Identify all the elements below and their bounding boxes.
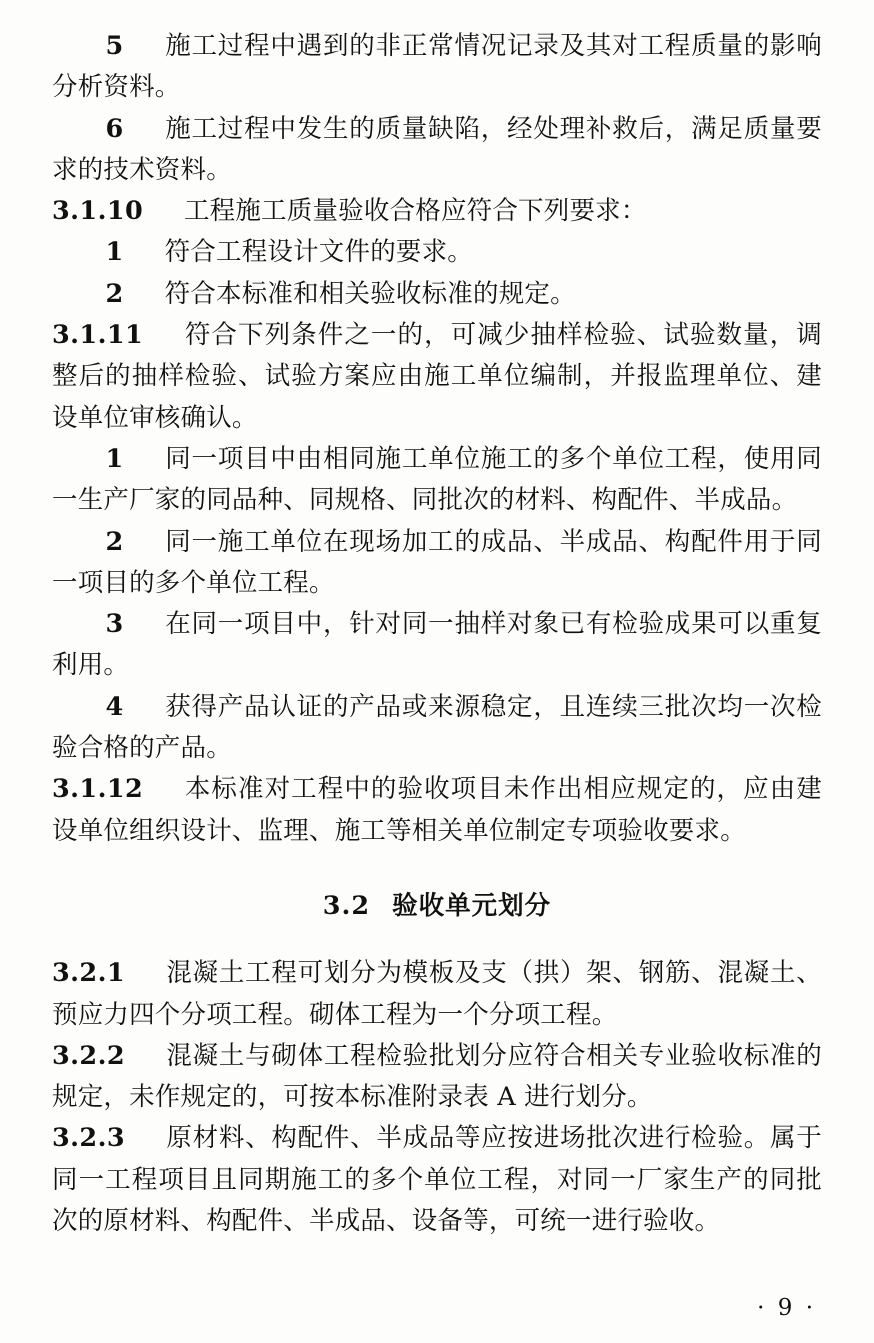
clause bbox=[52, 191, 822, 232]
list-item bbox=[52, 522, 822, 605]
section-title: 验收单元划分 bbox=[392, 890, 552, 921]
clause-text: 原材料、构配件、半成品等应按进场批次进行检验。属于同一工程项目且同期施工的多个单位工程，对同一厂家生产的同批次的原材料、构配件、半成品、设备等，可统一进行验收。 bbox=[52, 1123, 822, 1237]
clause-number: 3.1.11 bbox=[52, 320, 144, 351]
item-text: 同一项目中由相同施工单位施工的多个单位工程，使用同一生产厂家的同品种、同规格、同批次的材料、构配件、半成品。 bbox=[52, 443, 822, 516]
clause-text: 本标准对工程中的验收项目未作出相应规定的，应由建设单位组织设计、监理、施工等相关单位制定专项验收要求。 bbox=[52, 774, 822, 846]
item-number: 6 bbox=[105, 113, 124, 144]
item-number: 2 bbox=[105, 526, 124, 557]
clause bbox=[52, 953, 822, 1036]
list-item bbox=[52, 604, 822, 687]
item-text: 符合工程设计文件的要求。 bbox=[164, 237, 473, 268]
item-text: 施工过程中遇到的非正常情况记录及其对工程质量的影响分析资料。 bbox=[52, 31, 822, 103]
clause-text: 混凝土工程可划分为模板及支（拱）架、钢筋、混凝土、预应力四个分项工程。砌体工程为一个分项工程。 bbox=[52, 958, 822, 1030]
list-item bbox=[52, 439, 822, 522]
item-number: 4 bbox=[105, 691, 124, 722]
clause-number: 3.1.12 bbox=[52, 774, 144, 805]
clause-text: 符合下列条件之一的，可减少抽样检验、试验数量，调整后的抽样检验、试验方案应由施工单位编制，并报监理单位、建设单位审核确认。 bbox=[52, 320, 822, 433]
clause bbox=[52, 315, 822, 439]
item-number: 1 bbox=[105, 443, 124, 474]
item-number: 2 bbox=[105, 278, 124, 309]
list-item bbox=[52, 232, 822, 273]
item-number: 5 bbox=[105, 31, 124, 61]
clause bbox=[52, 1036, 822, 1119]
page-footer bbox=[757, 1295, 816, 1321]
item-text: 在同一项目中，针对同一抽样对象已有检验成果可以重复利用。 bbox=[52, 609, 822, 681]
item-text: 同一施工单位在现场加工的成品、半成品、构配件用于同一项目的多个单位工程。 bbox=[52, 526, 822, 598]
list-item bbox=[52, 109, 822, 192]
footer-dot-left: · bbox=[757, 1295, 768, 1321]
list-item bbox=[52, 687, 822, 770]
page-number: 9 bbox=[777, 1295, 796, 1321]
clause bbox=[52, 1118, 822, 1242]
clause-number: 3.2.3 bbox=[52, 1123, 125, 1154]
clause-number: 3.2.2 bbox=[52, 1040, 125, 1071]
page-content bbox=[52, 26, 822, 1242]
list-item bbox=[52, 274, 822, 315]
item-text: 符合本标准和相关验收标准的规定。 bbox=[164, 278, 576, 309]
clause bbox=[52, 769, 822, 852]
item-number: 3 bbox=[105, 609, 124, 640]
item-text: 施工过程中发生的质量缺陷，经处理补救后，满足质量要求的技术资料。 bbox=[52, 113, 822, 185]
item-number: 1 bbox=[105, 237, 124, 268]
item-text: 获得产品认证的产品或来源稳定，且连续三批次均一次检验合格的产品。 bbox=[52, 691, 822, 764]
section-number: 3.2 bbox=[322, 890, 371, 921]
footer-dot-right: · bbox=[805, 1295, 816, 1321]
list-item bbox=[52, 26, 822, 109]
clause-number: 3.1.10 bbox=[52, 196, 144, 227]
clause-text: 混凝土与砌体工程检验批划分应符合相关专业验收标准的规定，未作规定的，可按本标准附录表 A 进行划分。 bbox=[52, 1040, 822, 1113]
clause-number: 3.2.1 bbox=[52, 958, 125, 989]
clause-text: 工程施工质量验收合格应符合下列要求： bbox=[183, 196, 647, 227]
section-heading bbox=[52, 886, 822, 927]
